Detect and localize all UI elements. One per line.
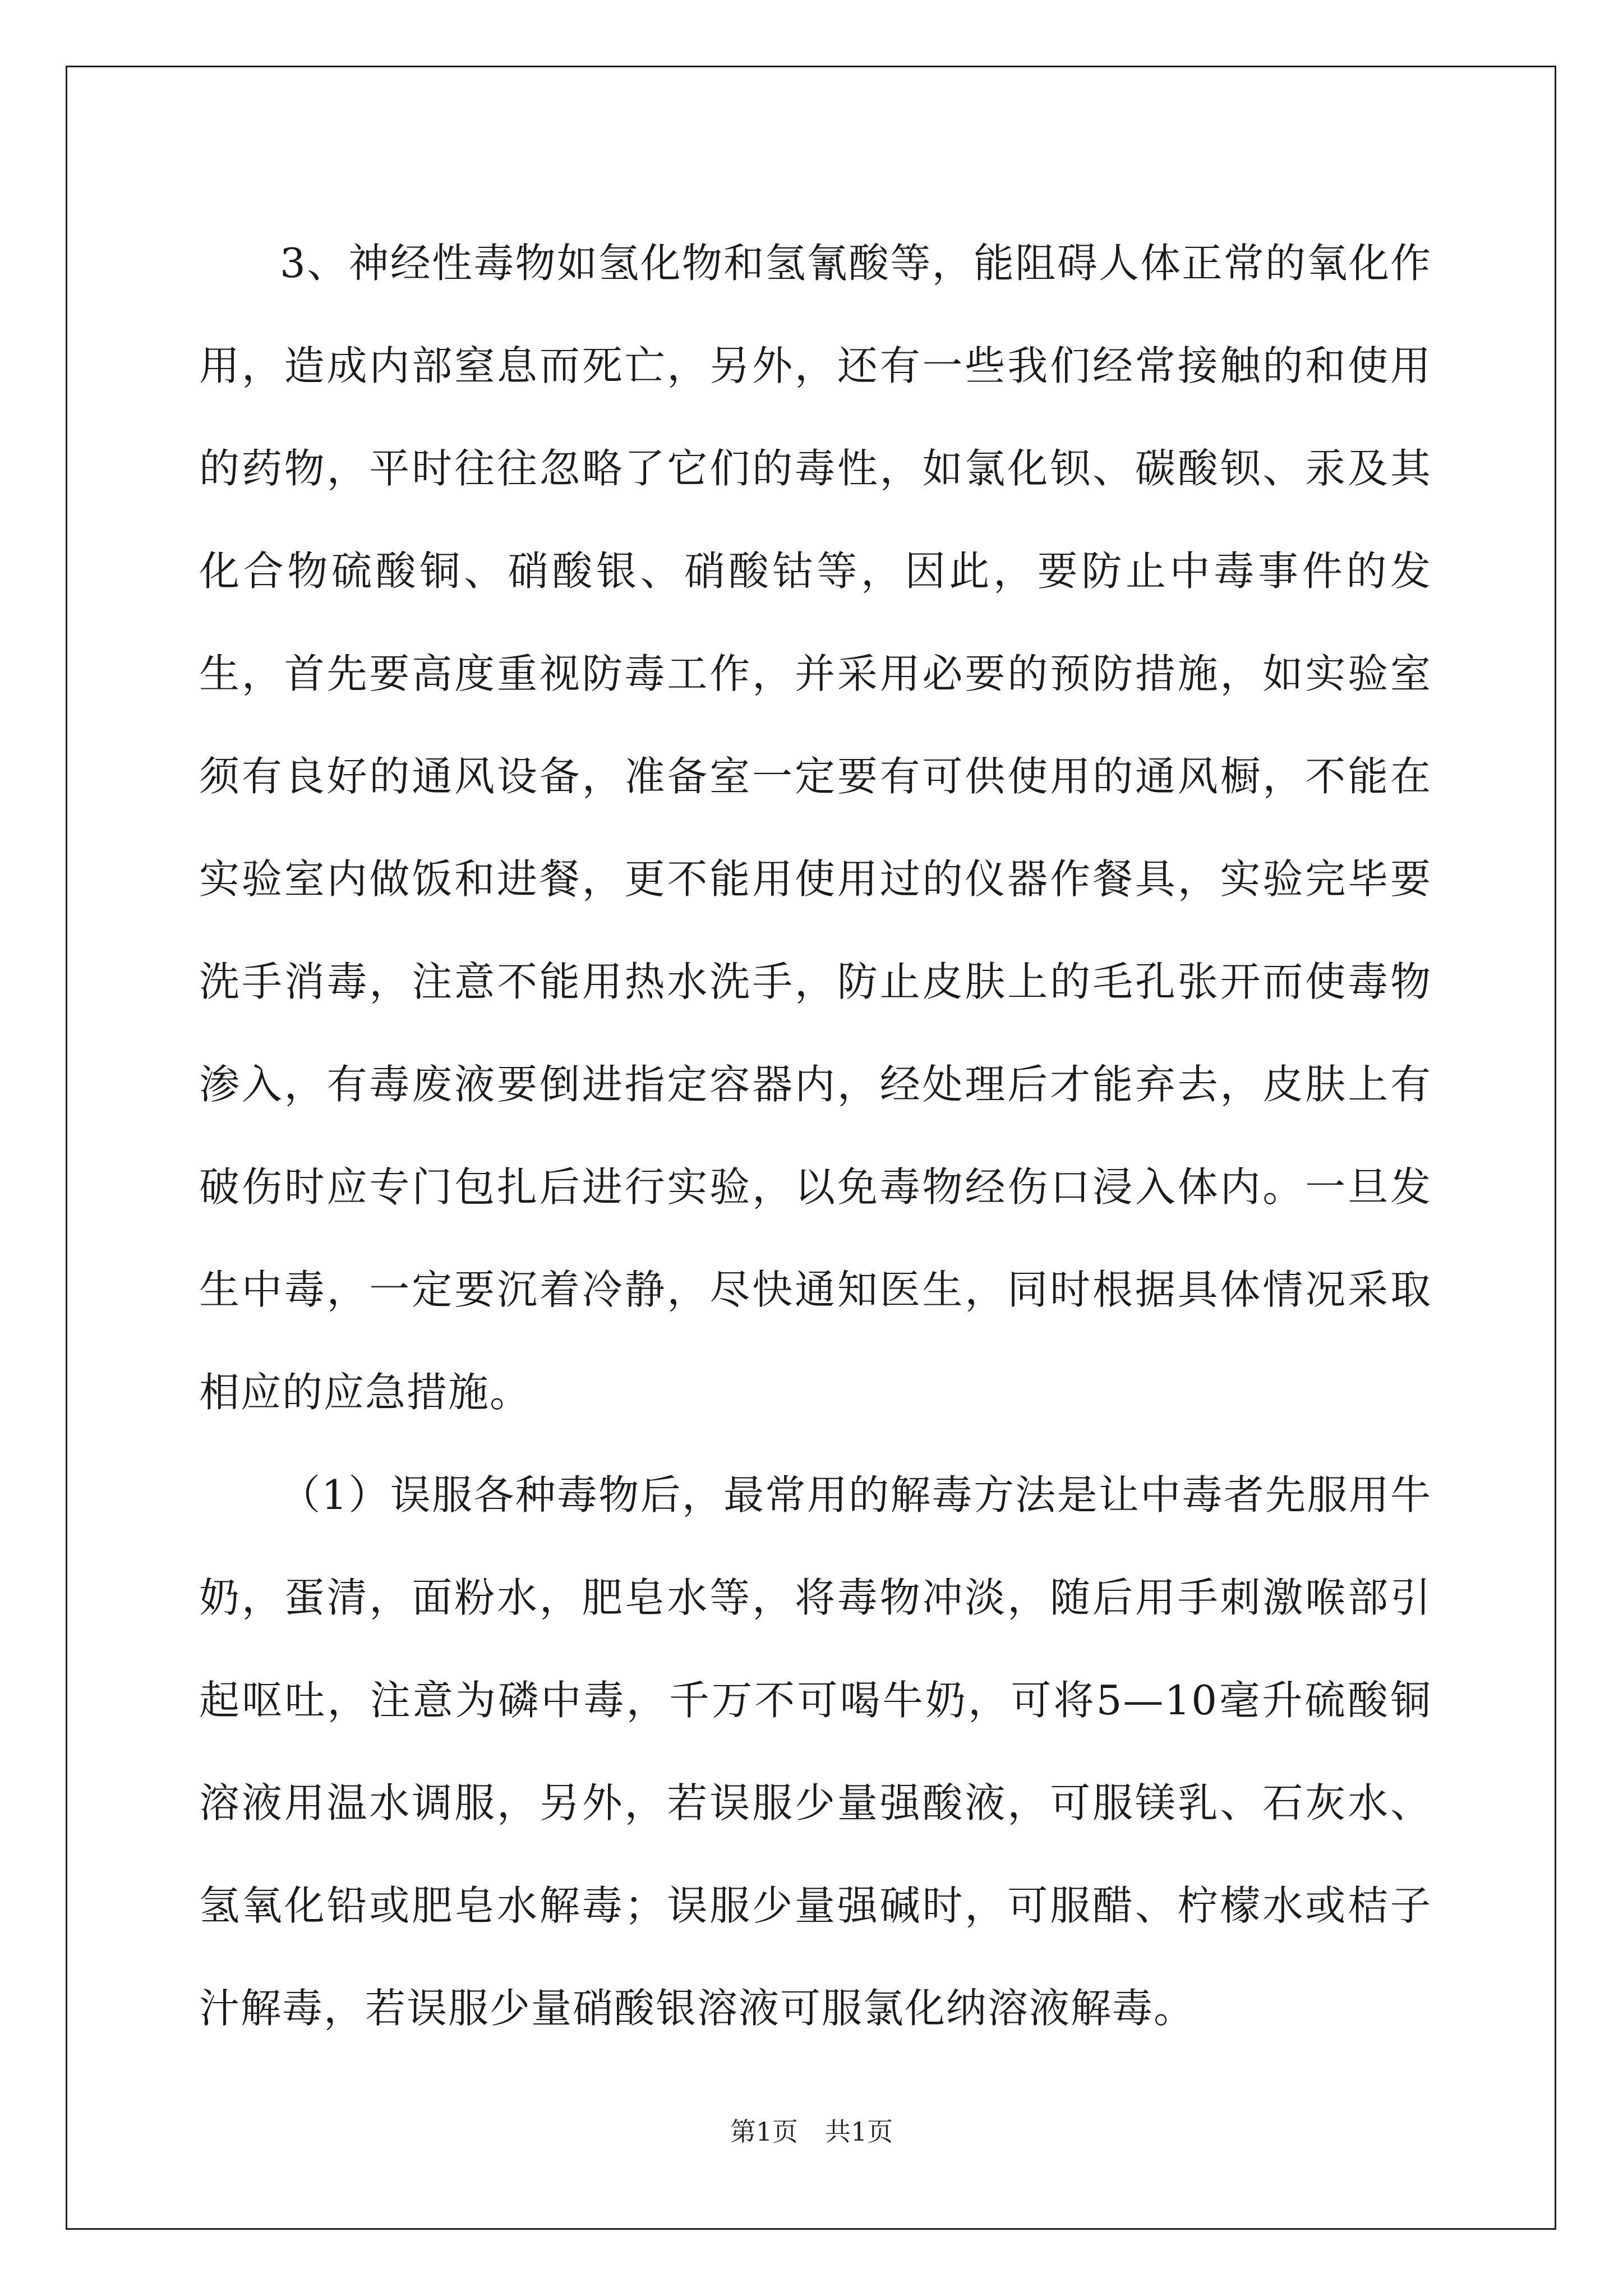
paragraph-ingestion-antidote: （1）误服各种毒物后，最常用的解毒方法是让中毒者先服用牛奶，蛋清，面粉水，肥皂水等，将毒物冲淡，随后用手刺激喉部引起呕吐，注意为磷中毒，千万不可喝牛奶，可将5—10毫升硫酸铜溶液用温水调服，另外，若误服少量强酸液，可服镁乳、石灰水、氢氧化铅或肥皂水解毒；误服少量强碱时，可服醋、柠檬水或桔子汁解毒，若误服少量硝酸银溶液可服氯化纳溶液解毒。 xyxy=(199,1471,1432,2032)
page-footer xyxy=(0,2115,1623,2148)
paragraph-toxic-substances: 3、神经性毒物如氢化物和氢氰酸等，能阻碍人体正常的氧化作用，造成内部窒息而死亡，另外，还有一些我们经常接触的和使用的药物，平时往往忽略了它们的毒性，如氯化钡、碳酸钡、汞及其化合物硫酸铜、硝酸银、硝酸钴等，因此，要防止中毒事件的发生，首先要高度重视防毒工作，并采用必要的预防措施，如实验室须有良好的通风设备，准备室一定要有可供使用的通风橱，不能在实验室内做饭和进餐，更不能用使用过的仪器作餐具，实验完毕要洗手消毒，注意不能用热水洗手，防止皮肤上的毛孔张开而使毒物渗入，有毒废液要倒进指定容器内，经处理后才能弃去，皮肤上有破伤时应专门包扎后进行实验，以免毒物经伤口浸入体内。一旦发生中毒，一定要沉着冷静，尽快通知医生，同时根据具体情况采取相应的应急措施。 xyxy=(199,240,1432,1416)
page-number-current: 第1页 xyxy=(730,2116,798,2147)
page-number-total: 共1页 xyxy=(825,2116,893,2147)
document-body xyxy=(199,212,1432,2060)
